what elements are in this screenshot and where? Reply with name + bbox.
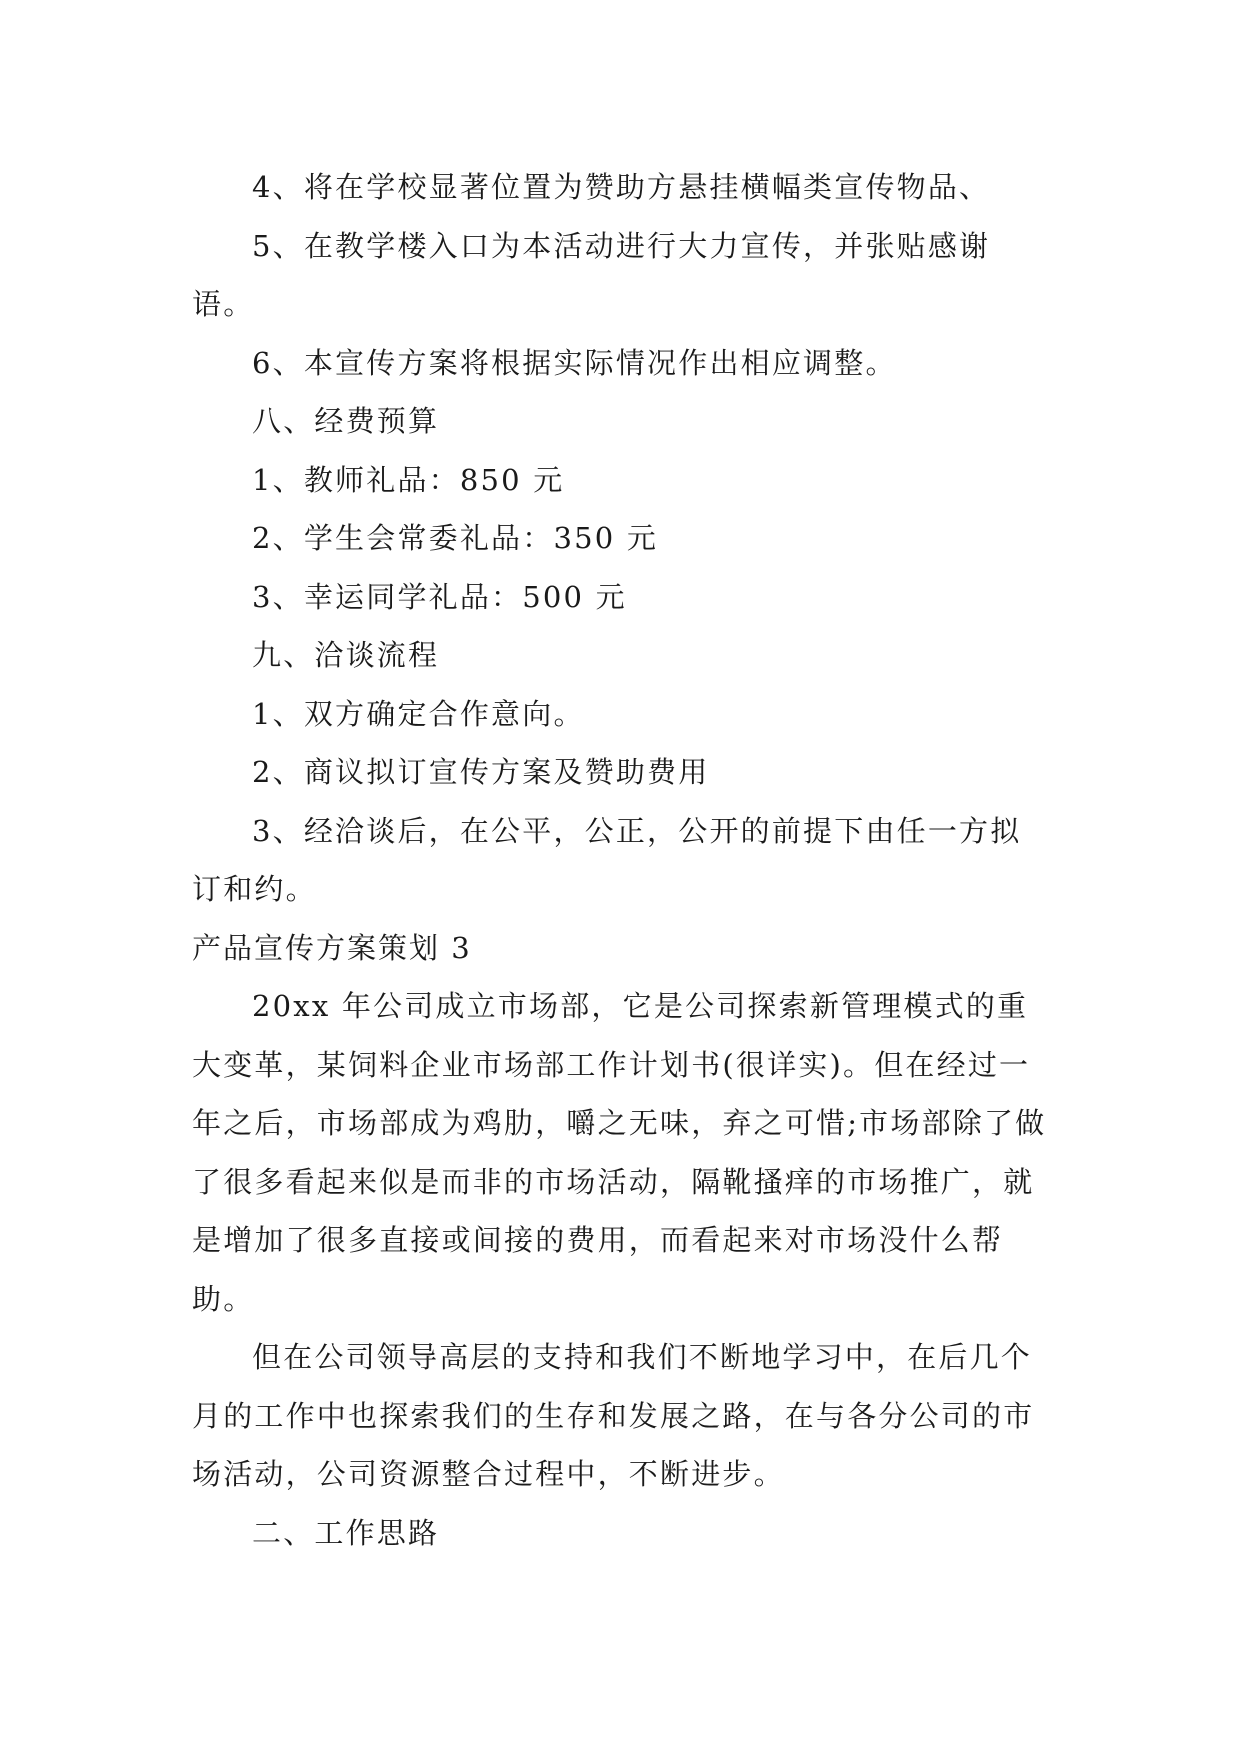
- section-heading-work-ideas: 二、工作思路: [252, 1515, 440, 1550]
- budget-item-teacher-gifts: 1、教师礼品：850 元: [252, 462, 565, 497]
- document-section-title: 产品宣传方案策划 3: [192, 930, 472, 965]
- section-heading-budget: 八、经费预算: [252, 404, 440, 438]
- paragraph-leadership-support: 但在公司领导高层的支持和我们不断地学习中，在后几个月的工作中也探索我们的生存和发展之路，在与各分公司的市场活动，公司资源整合过程中，不断进步。: [192, 1340, 1035, 1491]
- document-body: [192, 158, 1052, 1562]
- budget-item-committee-gifts: 2、学生会常委礼品：350 元: [252, 521, 659, 555]
- negotiation-step-3: 3、经洽谈后，在公平，公正，公开的前提下由任一方拟订和约。: [192, 813, 1022, 906]
- negotiation-step-2: 2、商议拟订宣传方案及赞助费用: [252, 755, 710, 789]
- budget-item-lucky-student-gifts: 3、幸运同学礼品：500 元: [252, 579, 627, 614]
- paragraph-market-department: 20xx 年公司成立市场部，它是公司探索新管理模式的重大变革，某饲料企业市场部工作计划书(很详实)。但在经过一年之后，市场部成为鸡肋，嚼之无味，弃之可惜;市场部除了做了很多看起来似是而非的市场活动，隔靴搔痒的市场推广，就是增加了很多直接或间接的费用，而看起来对市场没什么帮助。: [192, 989, 1047, 1316]
- negotiation-step-1: 1、双方确定合作意向。: [252, 696, 585, 731]
- section-heading-negotiation: 九、洽谈流程: [252, 638, 440, 672]
- paragraph-banner-promotion: 4、将在学校显著位置为赞助方悬挂横幅类宣传物品、: [252, 170, 991, 204]
- paragraph-entrance-promotion: 5、在教学楼入口为本活动进行大力宣传，并张贴感谢语。: [192, 228, 991, 321]
- paragraph-plan-adjustment: 6、本宣传方案将根据实际情况作出相应调整。: [252, 345, 897, 380]
